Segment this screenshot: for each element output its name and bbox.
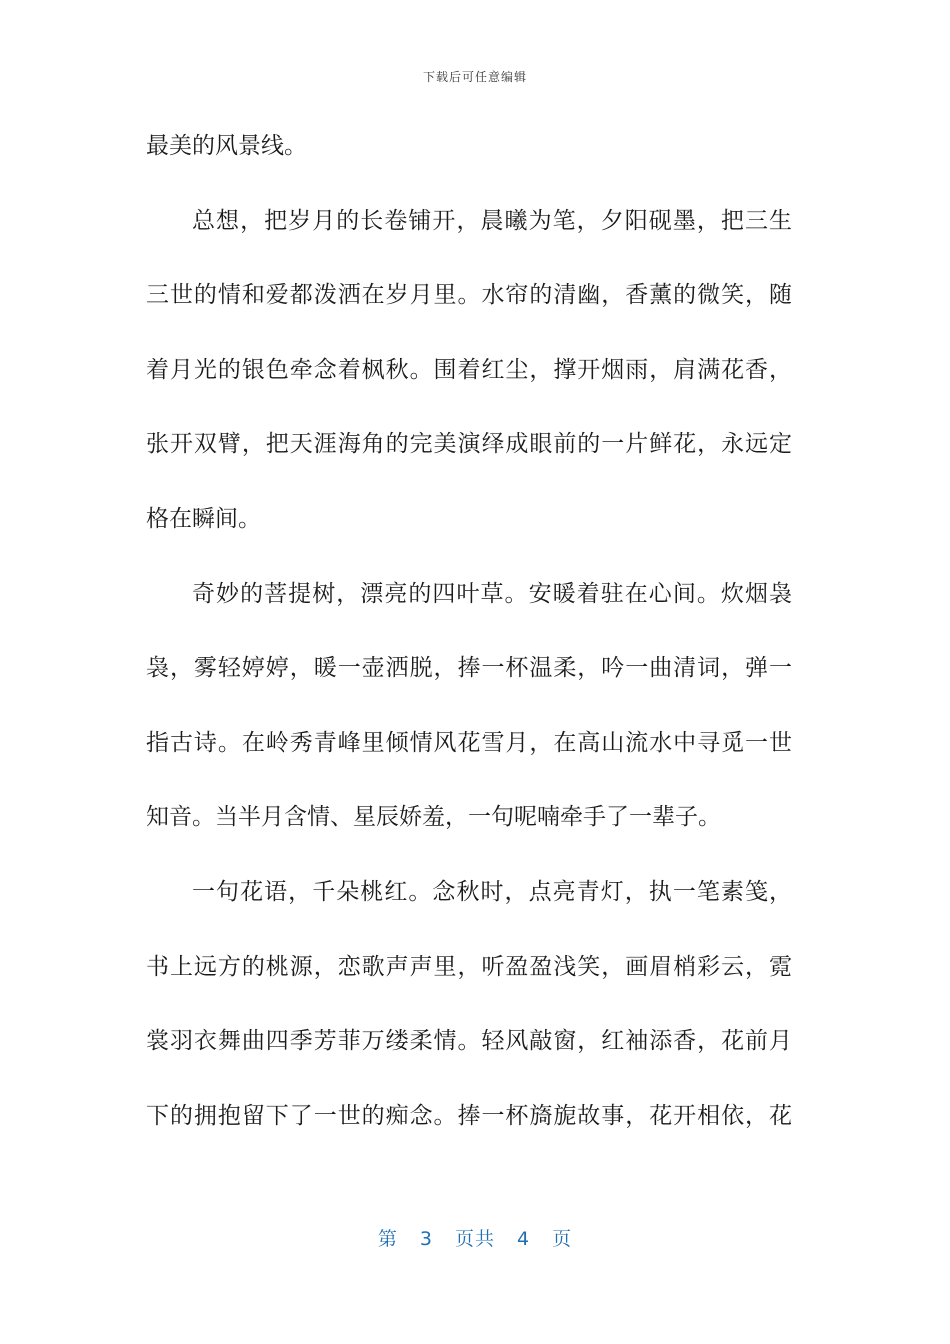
text-line: 知音。当半月含情、星辰娇羞，一句呢喃牵手了一辈子。 [146, 804, 721, 831]
current-page-number: 3 [419, 1228, 433, 1250]
text-line: 书上远方的桃源，恋歌声声里，听盈盈浅笑，画眉梢彩云，霓 [146, 953, 792, 980]
page-footer [0, 1224, 950, 1251]
text-line: 指古诗。在岭秀青峰里倾情风花雪月，在高山流水中寻觅一世 [146, 729, 792, 756]
text-line: 张开双臂，把天涯海角的完美演绎成眼前的一片鲜花，永远定 [146, 431, 792, 458]
text-line: 着月光的银色牵念着枫秋。围着红尘，撑开烟雨，肩满花香， [146, 356, 792, 383]
text-line: 格在瞬间。 [146, 505, 261, 532]
text-line: 下的拥抱留下了一世的痴念。捧一杯旖旎故事，花开相依，花 [146, 1102, 792, 1129]
text-line: 一句花语，千朵桃红。念秋时，点亮青灯，执一笔素笺， [192, 878, 792, 905]
document-body [146, 126, 792, 1170]
footer-middle: 页共 [454, 1228, 495, 1250]
text-line: 三世的情和爱都泼洒在岁月里。水帘的清幽，香薰的微笑，随 [146, 282, 792, 309]
footer-prefix: 第 [377, 1228, 398, 1250]
total-pages-number: 4 [517, 1228, 531, 1250]
text-line: 最美的风景线。 [146, 133, 307, 159]
header-note: 下载后可任意编辑 [422, 70, 527, 84]
text-line: 裳羽衣舞曲四季芳菲万缕柔情。轻风敲窗，红袖添香，花前月 [146, 1028, 792, 1055]
text-line: 袅，雾轻婷婷，暖一壶洒脱，捧一杯温柔，吟一曲清词，弹一 [146, 655, 792, 682]
text-line: 奇妙的菩提树，漂亮的四叶草。安暖着驻在心间。炊烟袅 [192, 580, 792, 607]
text-line: 总想，把岁月的长卷铺开，晨曦为笔，夕阳砚墨，把三生 [192, 207, 792, 234]
footer-suffix: 页 [552, 1228, 573, 1250]
